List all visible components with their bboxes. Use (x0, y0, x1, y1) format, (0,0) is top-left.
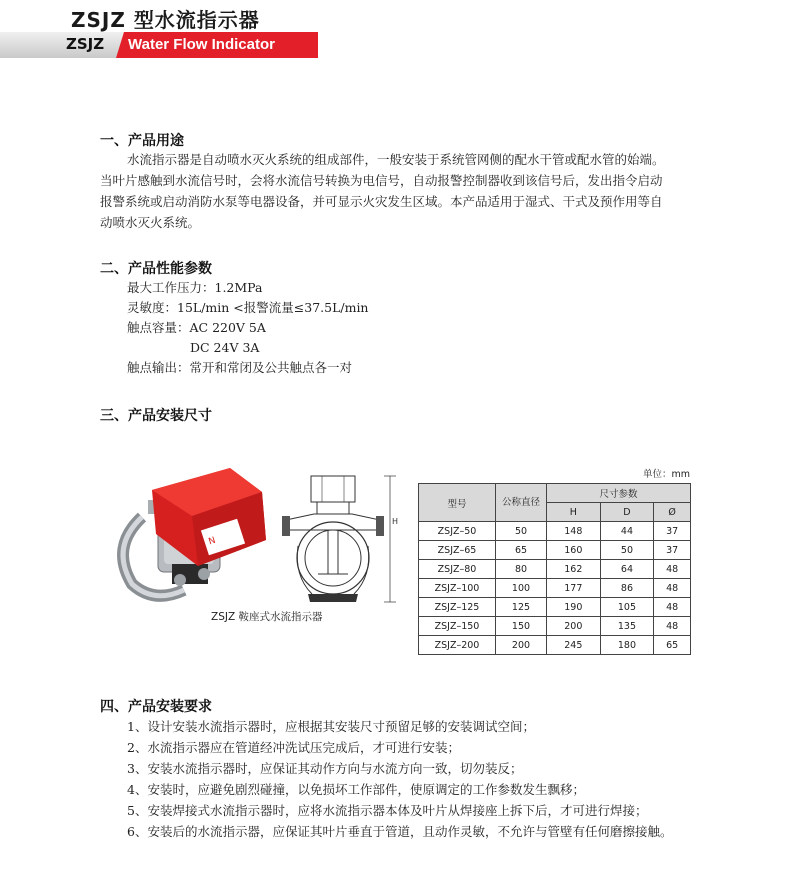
dimension-drawing (278, 466, 406, 614)
table-row (419, 636, 691, 655)
header-dimensions: 尺寸参数 (547, 484, 691, 503)
cell-model: ZSJZ–125 (419, 598, 496, 617)
cell-h: 245 (547, 636, 601, 655)
spec-sensitivity: 灵敏度：15L/min <报警流量≤37.5L/min (127, 300, 369, 315)
cell-d: 44 (600, 522, 654, 541)
cell-nominal: 125 (496, 598, 547, 617)
cell-d: 180 (600, 636, 654, 655)
cell-d: 86 (600, 579, 654, 598)
cell-model: ZSJZ–65 (419, 541, 496, 560)
banner-english-title: Water Flow Indicator (128, 36, 275, 53)
header-d: D (600, 503, 654, 522)
requirement-item: 4、安装时，应避免剧烈碰撞，以免损坏工作部件，使原调定的工作参数发生飘移； (127, 782, 585, 797)
cell-h: 162 (547, 560, 601, 579)
cell-nominal: 100 (496, 579, 547, 598)
cell-model: ZSJZ–150 (419, 617, 496, 636)
table-row (419, 522, 691, 541)
cell-nominal: 50 (496, 522, 547, 541)
spec-contact-dc: DC 24V 3A (190, 340, 260, 355)
cell-d: 105 (600, 598, 654, 617)
table-row (419, 617, 691, 636)
cell-phi: 48 (654, 560, 691, 579)
section3-heading: 三、产品安装尺寸 (100, 408, 212, 424)
table-row (419, 579, 691, 598)
section1-line: 当叶片感触到水流信号时，会将水流信号转换为电信号，自动报警控制器收到该信号后，发出指令启动 (100, 173, 663, 188)
table-row (419, 598, 691, 617)
cell-phi: 48 (654, 579, 691, 598)
cell-model: ZSJZ–200 (419, 636, 496, 655)
section4-heading: 四、产品安装要求 (100, 699, 212, 715)
cell-d: 64 (600, 560, 654, 579)
cell-h: 148 (547, 522, 601, 541)
header-model: 型号 (419, 484, 496, 522)
cell-phi: 37 (654, 541, 691, 560)
cell-model: ZSJZ–50 (419, 522, 496, 541)
section1-line: 动喷水灭火系统。 (100, 215, 201, 230)
cell-nominal: 150 (496, 617, 547, 636)
section1-line: 报警系统或启动消防水泵等电器设备，并可显示火灾发生区域。本产品适用于湿式、干式及预作用等自 (100, 194, 663, 209)
cell-nominal: 80 (496, 560, 547, 579)
dimension-h-label: H (392, 517, 399, 526)
cell-phi: 65 (654, 636, 691, 655)
banner-model-code: ZSJZ (66, 35, 105, 53)
spec-contact-ac: 触点容量：AC 220V 5A (127, 320, 266, 335)
section2-heading: 二、产品性能参数 (100, 261, 212, 277)
product-photo (112, 462, 272, 607)
requirement-item: 3、安装水流指示器时，应保证其动作方向与水流方向一致，切勿装反； (127, 761, 523, 776)
table-row (419, 541, 691, 560)
cell-d: 50 (600, 541, 654, 560)
cell-model: ZSJZ–100 (419, 579, 496, 598)
cell-h: 177 (547, 579, 601, 598)
requirement-item: 2、水流指示器应在管道经冲洗试压完成后，才可进行安装； (127, 740, 460, 755)
spec-pressure: 最大工作压力：1.2MPa (127, 280, 263, 295)
header-phi: Ø (654, 503, 691, 522)
cell-nominal: 200 (496, 636, 547, 655)
requirement-item: 1、设计安装水流指示器时，应根据其安装尺寸预留足够的安装调试空间； (127, 719, 535, 734)
cell-h: 190 (547, 598, 601, 617)
photo-caption: ZSJZ 鞍座式水流指示器 (211, 611, 323, 623)
header-h: H (547, 503, 601, 522)
cell-phi: 48 (654, 598, 691, 617)
title-banner (0, 32, 318, 58)
dimension-table (418, 483, 691, 655)
cell-model: ZSJZ–80 (419, 560, 496, 579)
requirement-item: 6、安装后的水流指示器，应保证其叶片垂直于管道，且动作灵敏，不允许与管壁有任何磨擦接触。 (127, 824, 673, 839)
page-title: ZSJZ 型水流指示器 (71, 8, 260, 32)
svg-text:N: N (207, 535, 217, 548)
unit-label: 单位：mm (643, 469, 691, 480)
cell-h: 200 (547, 617, 601, 636)
cell-phi: 37 (654, 522, 691, 541)
spec-contact-output: 触点输出：常开和常闭及公共触点各一对 (127, 360, 353, 375)
banner-grey-band (0, 32, 130, 58)
cell-h: 160 (547, 541, 601, 560)
cell-phi: 48 (654, 617, 691, 636)
section1-heading: 一、产品用途 (100, 133, 184, 149)
cell-nominal: 65 (496, 541, 547, 560)
cell-d: 135 (600, 617, 654, 636)
section1-line: 水流指示器是自动喷水灭火系统的组成部件，一般安装于系统管网侧的配水干管或配水管的始端。 (127, 152, 665, 167)
requirement-item: 5、安装焊接式水流指示器时，应将水流指示器本体及叶片从焊接座上拆下后，才可进行焊接； (127, 803, 648, 818)
table-row (419, 560, 691, 579)
header-nominal-diameter: 公称直径 (496, 484, 547, 522)
